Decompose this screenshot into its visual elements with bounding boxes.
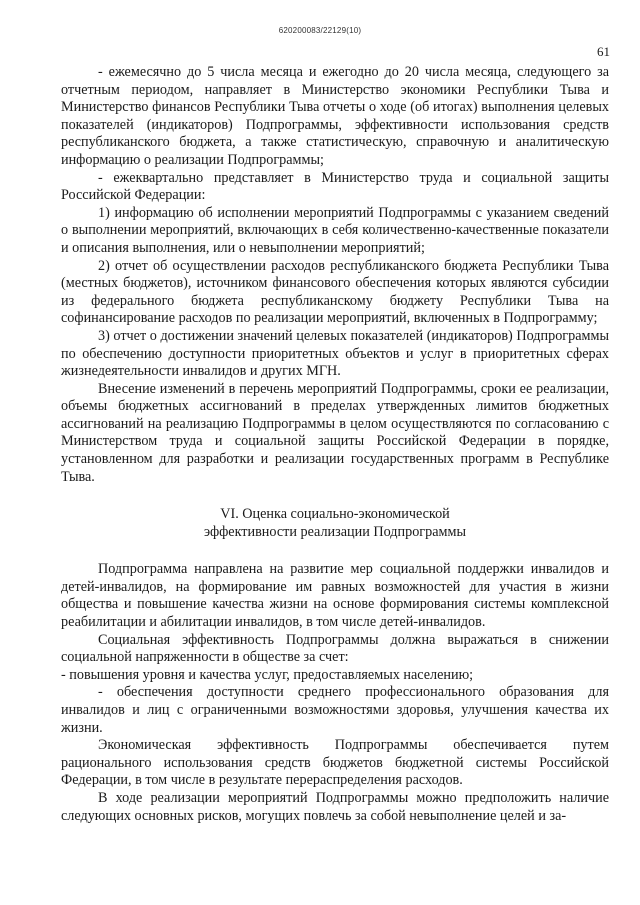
list-item: - повышения уровня и качества услуг, предоставляемых населению;	[61, 666, 474, 683]
section-heading-line: эффективности реализации Подпрограммы	[204, 524, 466, 541]
paragraph: 3) отчет о достижении значений целевых показателей (индикаторов) Подпрограммы по обеспечению доступности приоритетных объектов и услуг в приоритетных сферах жизнедеятельности инвалидов и других МГН.	[61, 327, 609, 380]
paragraph: Социальная эффективность Подпрограммы должна выражаться в снижении социальной напряженности в обществе за счет:	[61, 631, 609, 666]
paragraph: - ежемесячно до 5 числа месяца и ежегодно до 20 числа месяца, следующего за отчетным периодом, направляет в Министерство экономики Республики Тыва и Министерство финансов Республики Тыва отчеты о ходе (об итогах) выполнения целевых показателей (индикаторов) Подпрограммы, эффективности использования средств республиканского бюджета, а также статистическую, справочную и аналитическую информацию о реализации Подпрограммы;	[61, 64, 609, 168]
paragraph: Внесение изменений в перечень мероприятий Подпрограммы, сроки ее реализации, объемы бюджетных ассигнований в пределах утвержденных лимитов бюджетных ассигнований на реализацию Подпрограммы в целом осуществляются по согласованию с Министерством труда и социальной защиты Российской Федерации в порядке, установленном для разработки и реализации государственных программ в Республике Тыва.	[61, 380, 609, 485]
document-id: 620200083/22129(10)	[278, 26, 362, 35]
paragraph: 2) отчет об осуществлении расходов республиканского бюджета Республики Тыва (местных бюджетов), источником финансового обеспечения которых являются субсидии из федерального бюджета республиканскому бюджету Республики Тыва на софинансирование расходов по реализации мероприятий, включенных в Подпрограмму;	[61, 257, 609, 327]
section-heading	[61, 505, 609, 541]
list-item: - обеспечения доступности среднего профессионального образования для инвалидов и лиц с ограниченными возможностями здоровья, улучшения качества их жизни.	[61, 684, 609, 736]
paragraph: В ходе реализации мероприятий Подпрограммы можно предположить наличие следующих основных рисков, могущих повлечь за собой невыполнение целей и за-	[61, 789, 609, 824]
paragraph: Подпрограмма направлена на развитие мер социальной поддержки инвалидов и детей-инвалидов, на формирование им равных возможностей для участия в жизни общества и повышение качества жизни на основе формирования системы комплексной реабилитации и абилитации инвалидов, в том числе детей-инвалидов.	[61, 561, 609, 631]
paragraph: Экономическая эффективность Подпрограммы обеспечивается путем рационального использования средств бюджетов бюджетной системы Российской Федерации, в том числе в результате перераспределения расходов.	[61, 737, 609, 789]
paragraph: 1) информацию об исполнении мероприятий Подпрограммы с указанием сведений о выполнении мероприятий, включающих в себя количественно-качественные показатели и описания выполнения, или о невыполнении мероприятий;	[61, 204, 609, 256]
section-heading-line: VI. Оценка социально-экономической	[220, 506, 450, 523]
page-number: 61	[597, 44, 610, 59]
document-body	[61, 64, 609, 825]
paragraph: - ежеквартально представляет в Министерство труда и социальной защиты Российской Федерации:	[61, 169, 609, 204]
